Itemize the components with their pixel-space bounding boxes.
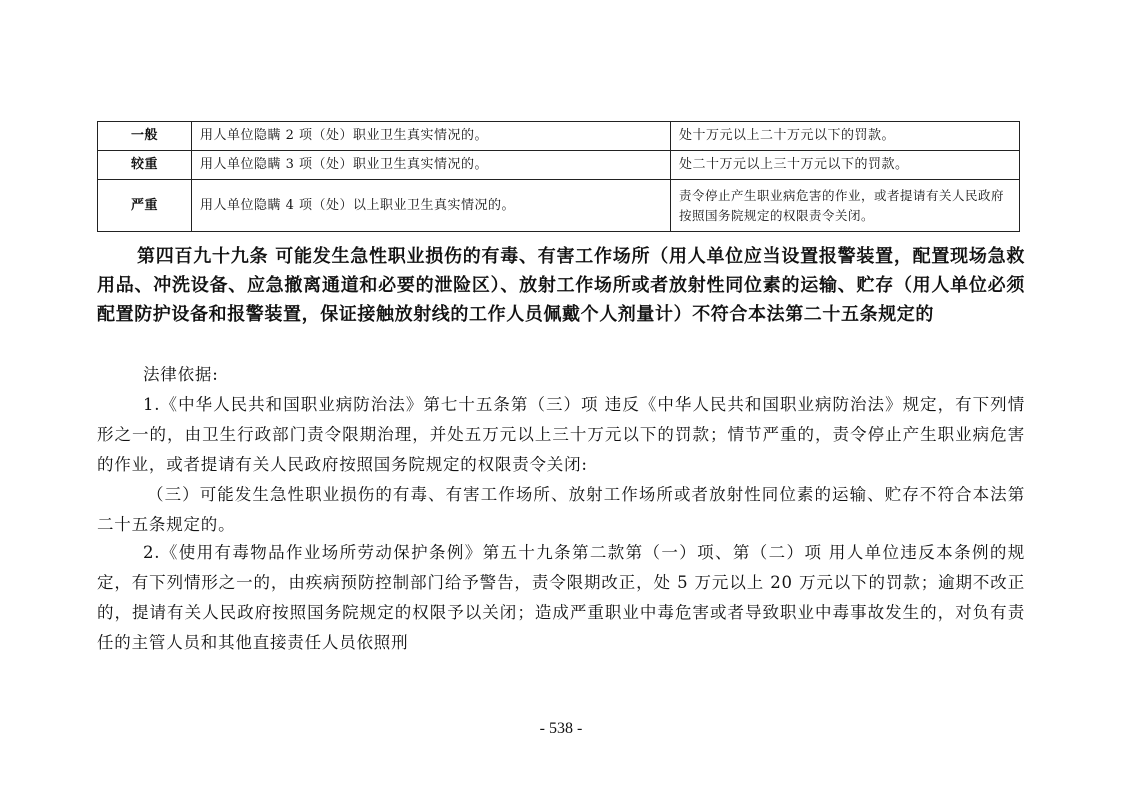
penalty-table <box>97 121 1020 232</box>
violation-condition: 用人单位隐瞒 3 项（处）职业卫生真实情况的。 <box>192 151 671 180</box>
legal-basis-title: 法律依据: <box>143 365 219 384</box>
severity-level: 较重 <box>98 151 192 180</box>
penalty-text: 处十万元以上二十万元以下的罚款。 <box>671 122 1020 151</box>
violation-condition: 用人单位隐瞒 2 项（处）职业卫生真实情况的。 <box>192 122 671 151</box>
violation-condition: 用人单位隐瞒 4 项（处）以上职业卫生真实情况的。 <box>192 180 671 232</box>
penalty-text: 责令停止产生职业病危害的作业，或者提请有关人民政府按照国务院规定的权限责令关闭。 <box>671 180 1020 232</box>
table-row <box>98 122 1020 151</box>
legal-basis-item-1-sub: （三）可能发生急性职业损伤的有毒、有害工作场所、放射工作场所或者放射性同位素的运输、贮存不符合本法第二十五条规定的。 <box>97 485 1025 534</box>
article-heading: 第四百九十九条 可能发生急性职业损伤的有毒、有害工作场所（用人单位应当设置报警装置，配置现场急救用品、冲洗设备、应急撤离通道和必要的泄险区）、放射工作场所或者放射性同位素的运输、贮存（用人单位必须配置防护设备和报警装置，保证接触放射线的工作人员佩戴个人剂量计）不符合本法第二十五条规定的 <box>97 246 1025 325</box>
severity-level: 严重 <box>98 180 192 232</box>
penalty-text: 处二十万元以上三十万元以下的罚款。 <box>671 151 1020 180</box>
table-row <box>98 180 1020 232</box>
severity-level: 一般 <box>98 122 192 151</box>
legal-basis-item-1: 1.《中华人民共和国职业病防治法》第七十五条第（三）项 违反《中华人民共和国职业病防治法》规定，有下列情形之一的，由卫生行政部门责令限期治理，并处五万元以上三十万元以下的罚款；情节严重的，责令停止产生职业病危害的作业，或者提请有关人民政府按照国务院规定的权限责令关闭: <box>97 395 1025 474</box>
page-number: - 538 - <box>539 720 583 737</box>
legal-basis-item-2: 2.《使用有毒物品作业场所劳动保护条例》第五十九条第二款第（一）项、第（二）项 用人单位违反本条例的规定，有下列情形之一的，由疾病预防控制部门给予警告，责令限期改正，处 5 万元以上 20 万元以下的罚款；逾期不改正的，提请有关人民政府按照国务院规定的权限予以关闭；造成严重职业中毒危害或者导致职业中毒事故发生的，对负有责任的主管人员和其他直接责任人员依照刑 <box>97 543 1025 652</box>
table-row <box>98 151 1020 180</box>
